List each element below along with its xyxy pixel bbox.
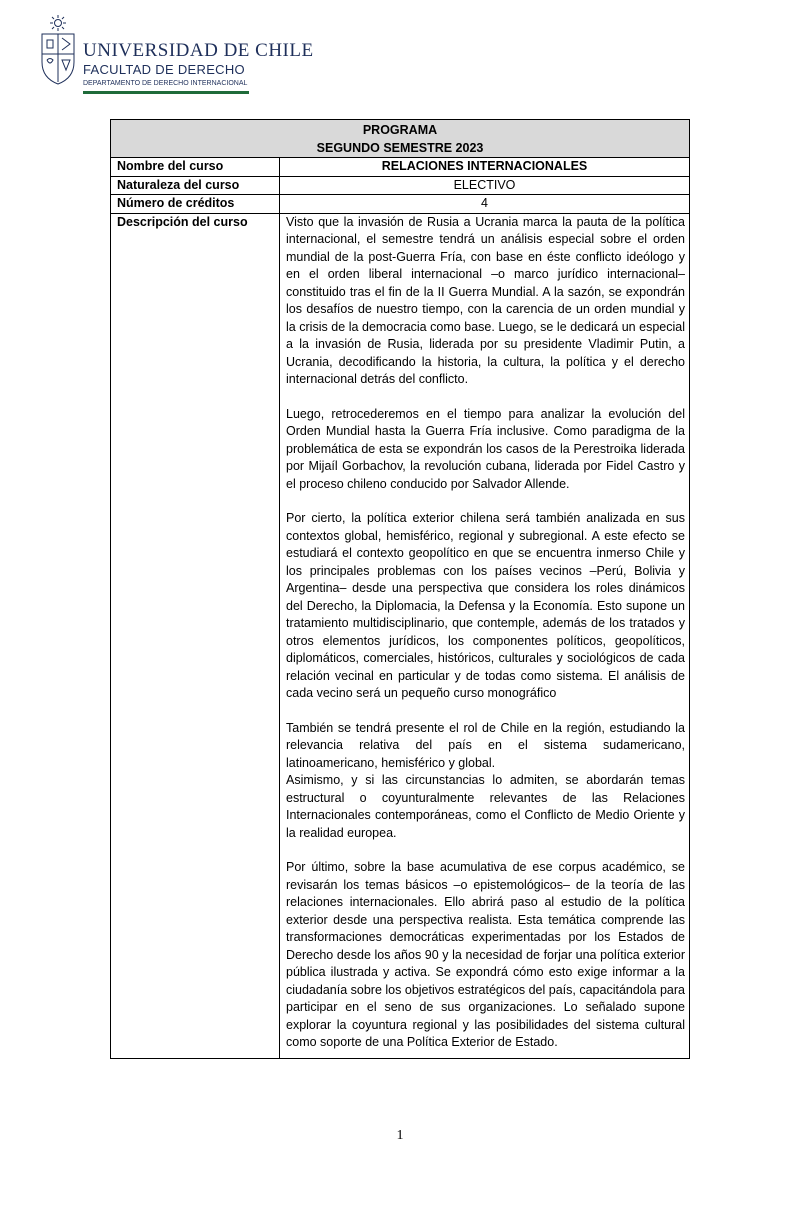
- credits-label: Número de créditos: [111, 195, 280, 214]
- description-paragraph: Luego, retrocederemos en el tiempo para analizar la evolución del Orden Mundial hasta la Guerra Fría inclusive. Como paradigma de la problemática de esta se expondrán los casos de la Perestroika liderada por Mijaíl Gorbachov, la revolución cubana, liderada por Fidel Castro y el proceso chileno conducido por Salvador Allende.: [286, 406, 685, 491]
- course-name-label: Nombre del curso: [111, 158, 280, 177]
- page-number: 1: [396, 1128, 404, 1143]
- program-table: [110, 119, 690, 1059]
- letterhead: [38, 14, 314, 94]
- header-divider: [83, 91, 249, 94]
- nature-label: Naturaleza del curso: [111, 176, 280, 195]
- table-row: [111, 176, 690, 195]
- title-semester: SEGUNDO SEMESTRE 2023: [316, 140, 484, 155]
- course-name-value: RELACIONES INTERNACIONALES: [280, 158, 690, 177]
- description-paragraph: También se tendrá presente el rol de Chile en la región, estudiando la relevancia relativa del país en el sistema sudamericano, latinoamericano, hemisférico y global.: [286, 720, 685, 770]
- table-row: [111, 195, 690, 214]
- table-row: [111, 213, 690, 1058]
- description-paragraph: Visto que la invasión de Rusia a Ucrania marca la pauta de la política internacional, el semestre tendrá un análisis especial sobre el orden mundial de la post-Guerra Fría, con base en éste conflicto ideólogo y en el orden liberal internacional –o marco jurídico internacional– constituido tras el fin de la II Guerra Mundial. A la sazón, se expondrán los desafíos de nuestro tiempo, con la carencia de un orden mundial y la crisis de la democracia como base. Luego, se le dedicará un especial a la invasión de Rusia, liderada por su presidente Vladimir Putin, a Ucrania, decodificando la historia, la cultura, la política y el derecho internacional detrás del conflicto.: [286, 214, 685, 386]
- university-name: UNIVERSIDAD DE CHILE: [83, 40, 314, 61]
- description-paragraph: Asimismo, y si las circunstancias lo admiten, se abordarán temas estructural o coyunturalmente relevantes de las Relaciones Internacionales contemporáneas, como el Conflicto de Medio Oriente y la realidad europea.: [286, 773, 685, 840]
- title-program: PROGRAMA: [362, 123, 438, 137]
- description-value: [280, 213, 690, 1058]
- university-seal-icon: [38, 14, 78, 86]
- faculty-name: FACULTAD DE DERECHO: [83, 62, 245, 77]
- credits-value: 4: [280, 195, 690, 214]
- table-title-row: [111, 120, 690, 158]
- description-label: Descripción del curso: [111, 213, 280, 1058]
- nature-value: ELECTIVO: [280, 176, 690, 195]
- table-title: [111, 120, 690, 158]
- table-row: [111, 158, 690, 177]
- department-name: DEPARTAMENTO DE DERECHO INTERNACIONAL: [83, 80, 248, 87]
- description-paragraph: Por cierto, la política exterior chilena será también analizada en sus contextos global, hemisférico, regional y subregional. A este efecto se estudiará el contexto geopolítico en que se encuentra inmerso Chile y los principales problemas con los países vecinos –Perú, Bolivia y Argentina– desde una perspectiva que considera los roles dinámicos del Derecho, la Diplomacia, la Defensa y la Economía. Esto supone un tratamiento multidisciplinario, que contemple, además de los tratados y otros elementos jurídicos, los componentes políticos, geopolíticos, diplomáticos, comerciales, históricos, culturales y sociológicos de cada relación vecinal en particular y de todas como sistema. El análisis de cada vecino será un pequeño curso monográfico: [286, 511, 685, 700]
- description-paragraph: Por último, sobre la base acumulativa de ese corpus académico, se revisarán los temas básicos –o epistemológicos– de la teoría de las relaciones internacionales. Ello abrirá paso al estudio de la política exterior desde una perspectiva realista. Esta temática comprende las transformaciones democráticas experimentadas por los Estados de Derecho desde los años 90 y la necesidad de forjar una política exterior pública ilustrada y activa. Se expondrá cómo esto exige informar a la ciudadanía sobre los objetivos estratégicos del país, capacitándola para participar en el seno de sus organizaciones. Lo señalado supone explorar la coyuntura regional y las posibilidades del sistema cultural como soporte de una Política Exterior de Estado.: [286, 860, 685, 1049]
